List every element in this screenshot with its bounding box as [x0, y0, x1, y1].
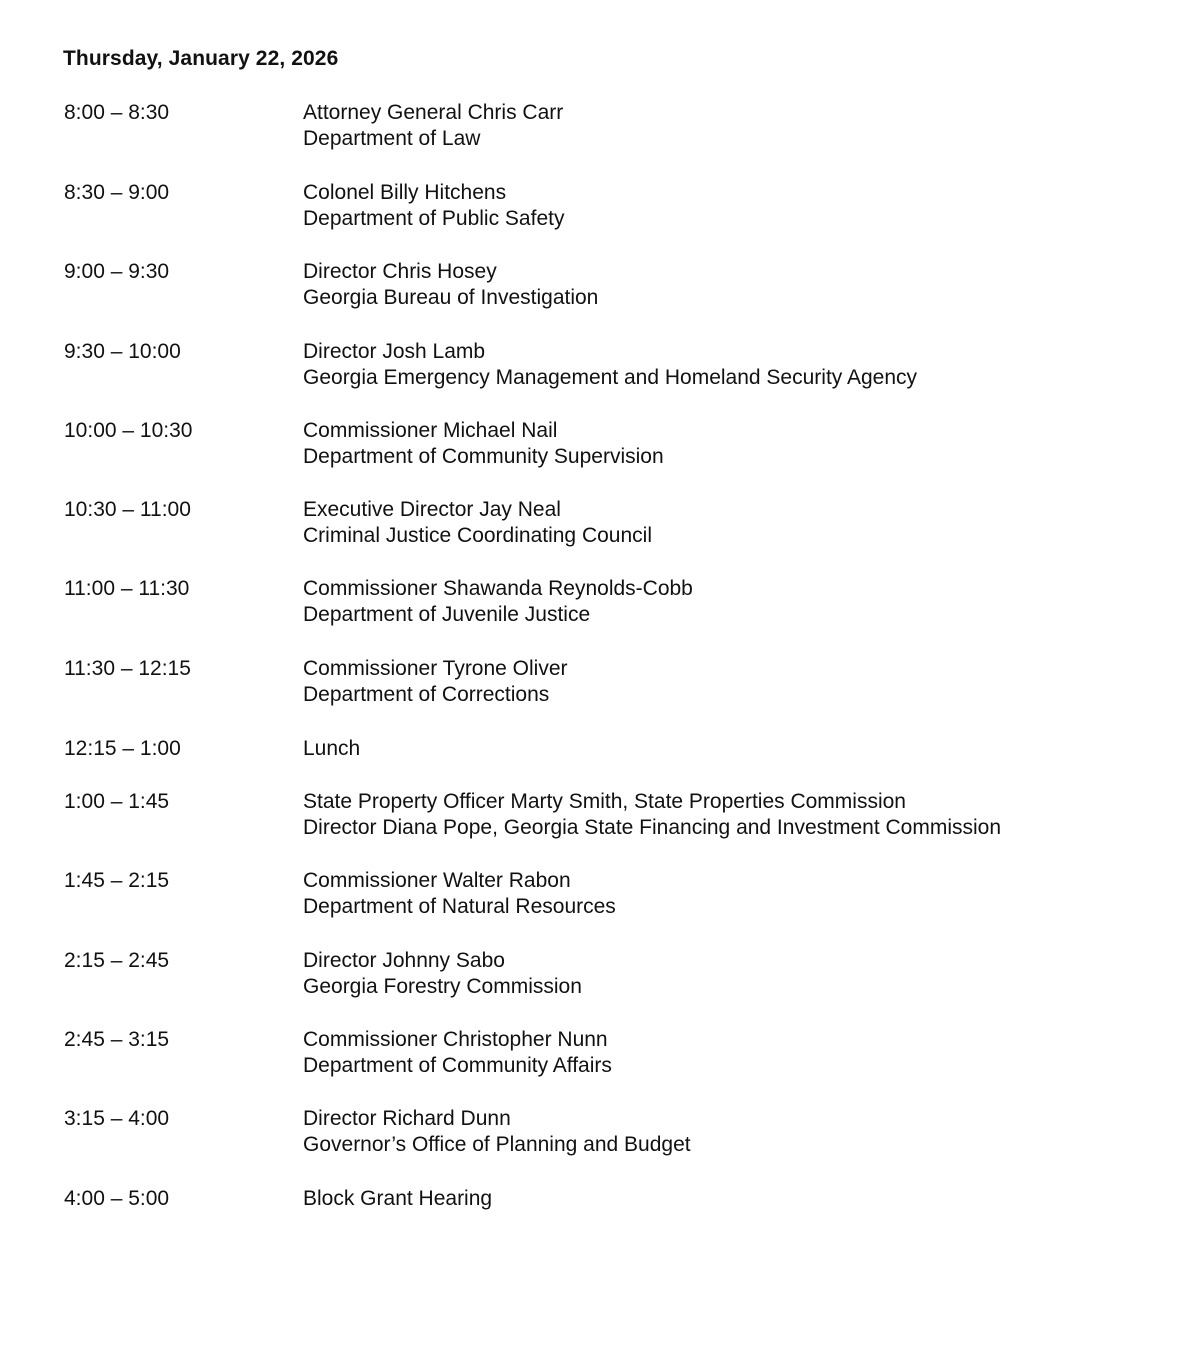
- agenda-details: [303, 948, 582, 1000]
- agency-name: Department of Law: [303, 127, 481, 150]
- presenter-name: Commissioner Tyrone Oliver: [303, 657, 568, 680]
- agency-name: Department of Juvenile Justice: [303, 603, 591, 626]
- time-slot: 9:00 – 9:30: [64, 260, 170, 283]
- presenter-name: Director Diana Pope, Georgia State Financing and Investment Commission: [303, 816, 1002, 839]
- agency-name: Department of Natural Resources: [303, 895, 616, 918]
- agenda-details: [303, 576, 693, 628]
- agency-name: Department of Community Supervision: [303, 445, 664, 468]
- agenda-details: [303, 339, 917, 391]
- agency-name: Georgia Forestry Commission: [303, 975, 582, 998]
- time-slot: 1:45 – 2:15: [64, 869, 170, 892]
- time-slot: 12:15 – 1:00: [64, 737, 181, 760]
- time-slot: 8:30 – 9:00: [64, 181, 170, 204]
- time-slot: 2:45 – 3:15: [64, 1028, 170, 1051]
- agenda-details: [303, 180, 564, 232]
- time-slot: 2:15 – 2:45: [64, 949, 170, 972]
- presenter-name: Director Johnny Sabo: [303, 949, 505, 972]
- presenter-name: Director Josh Lamb: [303, 340, 486, 363]
- agenda-details: [303, 418, 664, 470]
- presenter-name: Commissioner Christopher Nunn: [303, 1028, 608, 1051]
- time-slot: 11:00 – 11:30: [64, 577, 190, 600]
- presenter-name: State Property Officer Marty Smith, State Properties Commission: [303, 790, 906, 813]
- agenda-details: [303, 656, 568, 708]
- agency-name: Governor’s Office of Planning and Budget: [303, 1133, 691, 1156]
- agency-name: Georgia Emergency Management and Homeland Security Agency: [303, 366, 918, 389]
- agency-name: Criminal Justice Coordinating Council: [303, 524, 652, 547]
- agency-name: Department of Community Affairs: [303, 1054, 612, 1077]
- agenda-details: [303, 736, 360, 762]
- time-slot: 10:00 – 10:30: [64, 419, 193, 442]
- presenter-name: Colonel Billy Hitchens: [303, 181, 507, 204]
- agenda-details: [303, 1027, 612, 1079]
- agenda-details: [303, 868, 616, 920]
- time-slot: 4:00 – 5:00: [64, 1187, 170, 1210]
- presenter-name: Director Richard Dunn: [303, 1107, 511, 1130]
- time-slot: 8:00 – 8:30: [64, 101, 170, 124]
- agenda-details: [303, 259, 598, 311]
- agenda-details: [303, 100, 563, 152]
- agenda-details: [303, 1106, 691, 1158]
- presenter-name: Executive Director Jay Neal: [303, 498, 561, 521]
- time-slot: 1:00 – 1:45: [64, 790, 170, 813]
- presenter-name: Attorney General Chris Carr: [303, 101, 564, 124]
- agency-name: Georgia Bureau of Investigation: [303, 286, 599, 309]
- agenda-item: Block Grant Hearing: [303, 1187, 493, 1210]
- time-slot: 9:30 – 10:00: [64, 340, 181, 363]
- time-slot: 3:15 – 4:00: [64, 1107, 170, 1130]
- agenda-details: [303, 1186, 492, 1212]
- agenda-details: [303, 497, 652, 549]
- agency-name: Department of Public Safety: [303, 207, 565, 230]
- agenda-details: [303, 789, 1001, 841]
- agency-name: Department of Corrections: [303, 683, 550, 706]
- time-slot: 10:30 – 11:00: [64, 498, 191, 521]
- agenda-item: Lunch: [303, 737, 361, 760]
- presenter-name: Commissioner Walter Rabon: [303, 869, 571, 892]
- time-slot: 11:30 – 12:15: [64, 657, 191, 680]
- presenter-name: Commissioner Michael Nail: [303, 419, 558, 442]
- presenter-name: Commissioner Shawanda Reynolds-Cobb: [303, 577, 693, 600]
- date-heading: Thursday, January 22, 2026: [63, 47, 339, 70]
- presenter-name: Director Chris Hosey: [303, 260, 497, 283]
